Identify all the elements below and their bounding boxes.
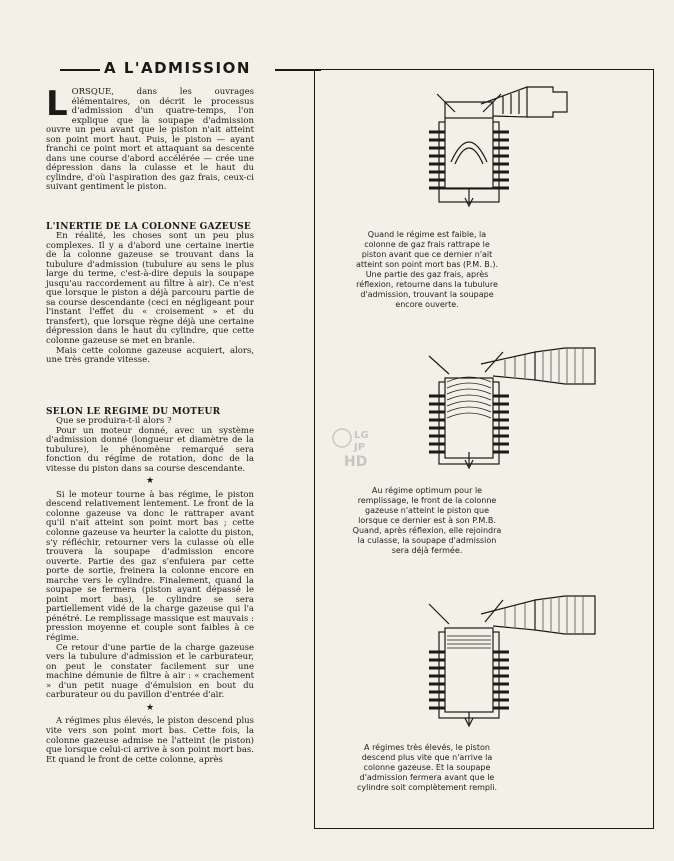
title-rule-left xyxy=(60,69,100,71)
section-star: ★ xyxy=(145,476,155,487)
article-title: A L'ADMISSION xyxy=(104,59,251,77)
paragraph: Pour un moteur donné, avec un système d'admission donné (longueur et diamètre de la tubulure), le phénomène remarqué sera fonction du régime de rotation, donc de la vitesse du piston dans sa course descendante. xyxy=(46,425,254,474)
section-regime xyxy=(46,407,254,765)
paragraph: En réalité, les choses sont un peu plus complexes. Il y a d'abord une certaine inertie de la colonne gazeuse se trouvant dans la tubulure d'admission (tubulure au sens le plus large du terme, c'est-à-dire depuis la soupape jusqu'au raccordement au filtre à air). Ce n'est que lorsque le piston a déjà parcouru partie de sa course descendante (ceci en négligeant pour l'instant l'effet du « croisement » et du transfert), que lorsque règne déjà une certaine dépression dans le haut du cylindre, que cette colonne gazeuse se met en branle. xyxy=(46,231,254,347)
paragraph: Mais cette colonne gazeuse acquiert, alors, une très grande vitesse. xyxy=(46,345,254,366)
dropcap: L xyxy=(46,84,68,124)
svg-text:HD: HD xyxy=(344,454,368,470)
paragraph: Que se produira-t-il alors ? xyxy=(56,416,172,426)
intro-block xyxy=(46,84,254,193)
intro-paragraph: ORSQUE, dans les ouvrages élémentaires, on décrit le processus d'admission d'un quatre-temps, l'on explique que la soupape d'admission ouvre un peu avant que le piston n'ait atteint son point mort haut. Puis, le piston — ayant franchi ce point mort et attaquant sa descente dans une course d'abord accélérée — crée une dépression dans la culasse et le haut du cylindre, d'où l'aspiration des gaz frais, ceux-ci suivant gentiment le piston. xyxy=(46,87,254,193)
section-heading-inertia: L'INERTIE DE LA COLONNE GAZEUSE xyxy=(46,222,252,232)
caption-optimum-rpm: Au régime optimum pour le remplissage, le front de la colonne gazeuse n'atteint le piston que lorsque ce dernier est à son P.M.B. Quand, après réflexion, elle rejoindra la culasse, la soupape d'admission sera déjà fermée. xyxy=(352,486,502,555)
svg-text:JP: JP xyxy=(354,442,366,453)
caption-high-rpm: A régimes très élevés, le piston descend plus vite que n'arrive la colonne gazeuse. Et la soupape d'admission fermera avant que le cylindre soit complètement rempli. xyxy=(357,743,497,792)
caption-low-rpm: Quand le régime est faible, la colonne de gaz frais rattrape le piston avant que ce dernier n'ait atteint son point mort bas (P.M. B.). Une partie des gaz frais, après réflexion, retourne dans la tubulure d'admission, trouvant la soupape encore ouverte. xyxy=(356,230,498,309)
paragraph: Ce retour d'une partie de la charge gazeuse vers la tubulure d'admission et le carburateur, on peut le constater facilement sur une machine démunie de filtre à air : « crachement » d'un petit nuage d'émulsion en bout du carburateur ou du pavillon d'entrée d'air. xyxy=(46,642,254,701)
paragraph: A régimes plus élevés, le piston descend plus vite vers son point mort bas. Cette fois, la colonne gazeuse admise ne l'atteint (le piston) que lorsque celui-ci arrive à son point mort bas. Et quand le front de cette colonne, après xyxy=(46,716,254,765)
engine-diagram-low-rpm xyxy=(415,82,595,212)
engine-diagram-optimum-rpm xyxy=(415,342,610,472)
svg-text:LG: LG xyxy=(354,430,369,441)
section-heading-regime: SELON LE REGIME DU MOTEUR xyxy=(46,407,221,417)
watermark-logo xyxy=(330,424,376,470)
section-star: ★ xyxy=(145,702,155,713)
paragraph: Si le moteur tourne à bas régime, le piston descend relativement lentement. Le front de la colonne gazeuse va donc le rattraper avant qu'il n'ait atteint son point mort bas ; cette colonne gazeuse va heurter la calotte du piston, s'y réfléchir, retourner vers la culasse où elle trouvera la soupape d'admission encore ouverte. Partie des gaz s'enfuiera par cette porte de sortie, freinera la colonne encore en marche vers le cylindre. Finalement, quand la soupape se fermera (piston ayant dépassé le point mort bas), le cylindre se sera partiellement vidé de la charge gazeuse qui l'a pénétré. Le remplissage massique est mauvais : pression moyenne et couple sont faibles à ce régime. xyxy=(46,489,254,644)
engine-diagram-high-rpm xyxy=(415,590,610,730)
section-inertia xyxy=(46,222,254,366)
